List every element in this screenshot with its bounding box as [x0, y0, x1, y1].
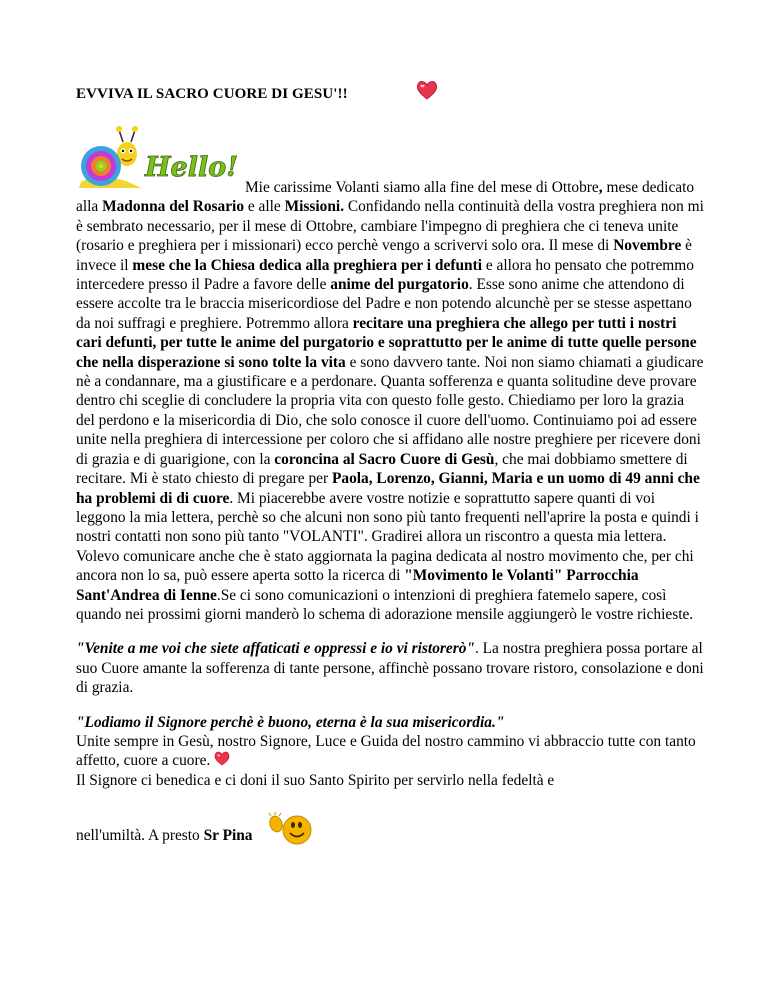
text-run: . Esse sono anime che attendono di essere accolte tra le braccia misericordiose del Padre e non potendo alcunchè per se stesse aspettano da noi suffragi e preghiere. Potremmo allora [76, 276, 692, 332]
paragraph-quote-venite [76, 639, 704, 697]
text-run: Mie carissime Volanti siamo alla fine del mese di Ottobre [245, 179, 599, 196]
text-run: mese dedicato alla [76, 179, 695, 216]
quote-lodiamo: "Lodiamo il Signore perchè è buono, eterna è la sua misericordia." [76, 713, 505, 731]
text-run: e allora ho pensato che potremmo intercedere presso il Padre a favore delle [76, 256, 694, 294]
signature: Sr Pina [203, 827, 253, 845]
small-heart-icon [214, 751, 230, 766]
text-run: Missioni. [284, 198, 345, 216]
text-run: recitare una preghiera che allego per tutti i nostri cari defunti, per tutte le anime del purgatorio e soprattutto per le anime di tutte quelle persone che nella disperazione si sono tolte la vita [76, 314, 697, 371]
closing-line-blessing: Il Signore ci benedica e ci doni il suo Santo Spirito per servirlo nella fedeltà e [76, 771, 555, 789]
text-run: Novembre [613, 237, 682, 255]
text-run: "Movimento le Volanti" Parrocchia Sant'Andrea di Ienne [76, 567, 639, 604]
heart-icon [416, 80, 438, 100]
text-run: Confidando nella continuità della vostra preghiera non mi è sembrato necessario, per il mese di Ottobre, cambiare l'impegno di preghiera che ci teneva unite (rosario e preghiera per i missionari) ecco perchè vengo a scrivervi solo ora. Il mese di [76, 198, 704, 255]
letter-title: EVVIVA IL SACRO CUORE DI GESU'!! [76, 86, 348, 102]
closing-line-embrace: Unite sempre in Gesù, nostro Signore, Luce e Guida del nostro cammino vi abbraccio tutte con tanto affetto, cuore a cuore. [76, 732, 696, 770]
text-run: Madonna del Rosario [102, 198, 245, 216]
text-run: .Se ci sono comunicazioni o intenzioni di preghiera fatemelo sapere, così quando nei prossimi giorni manderò lo schema di adorazione mensile aggiungerò le vostre richieste. [76, 586, 694, 623]
text-run: coroncina al Sacro Cuore di Gesù [274, 450, 495, 468]
text-run: e sono davvero tante. Noi non siamo chiamati a giudicare nè a condannare, ma a giustificare e a perdonare. Quanta sofferenza e quanta solitudine deve provare dentro chi sceglie di concludere la propria vita con questo folle gesto. Chiediamo per loro la grazia del perdono e la misericordia di Dio, che solo conosce il cuore dell'uomo. Continuiamo poi ad essere unite nella preghiera di intercessione per coloro che si affidano alle nostre preghiere per ricevere doni di grazia e di guarigione, con la [76, 353, 704, 468]
waving-smiley-icon [267, 812, 313, 846]
svg-text:Hello!: Hello! [145, 152, 239, 183]
paragraph-closing [76, 713, 704, 847]
letter-body [76, 178, 704, 846]
text-run: mese che la Chiesa dedica alla preghiera per i defunti [132, 256, 482, 274]
text-run: , che mai dobbiamo smettere di recitare. Mi è stato chiesto di pregare per [76, 450, 688, 488]
closing-line-goodbye: nell'umiltà. A presto [76, 827, 204, 845]
text-run: e alle [244, 198, 285, 216]
text-run: anime del purgatorio [330, 276, 469, 294]
text-run: "Venite a me voi che siete affaticati e oppressi e io vi ristorerò" [76, 640, 475, 658]
text-run: . Mi piacerebbe avere vostre notizie e soprattutto sapere quanti di voi leggono la mia lettera, perchè so che alcuni non sono più tanto frequenti nell'aprire la posta e quindi i nostri contatti non sono più tanto "VOLANTI". Gradirei allora un riscontro a questa mia lettera. Volevo comunicare anche che è stato aggiornata la pagina dedicata al nostro movimento che, per chi ancora non lo sa, può essere aperta sotto la ricerca di [76, 489, 699, 585]
text-run: , [598, 179, 603, 196]
text-run: è invece il [76, 237, 692, 274]
paragraph-main [76, 178, 704, 624]
text-run: . La nostra preghiera possa portare al suo Cuore amante la sofferenza di tante persone, affinchè possano trovare ristoro, consolazione e doni di grazia. [76, 640, 704, 697]
text-run: Paola, Lorenzo, Gianni, Maria e un uomo di 49 anni che ha problemi di di cuore [76, 470, 700, 507]
